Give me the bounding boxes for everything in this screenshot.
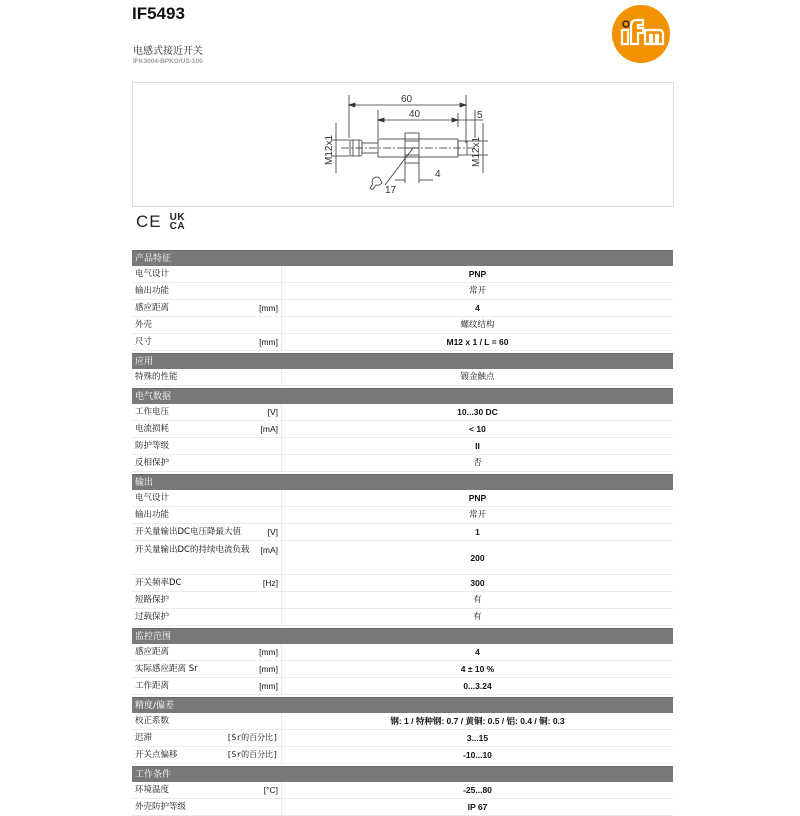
table-row [132, 300, 673, 317]
row-value: 常开 [468, 510, 486, 520]
table-row [132, 266, 673, 283]
ukca-line2: CA [169, 221, 186, 232]
sensor-dimension-drawing-icon [133, 83, 673, 206]
thread-left-label: M12x1 [324, 134, 335, 165]
table-row [132, 455, 673, 472]
row-label: 开关点偏移 [135, 750, 178, 760]
row-label: 校正系数 [135, 716, 170, 726]
row-unit: [mm] [259, 664, 278, 674]
row-value: 10...30 DC [457, 407, 498, 417]
row-value: 镀金触点 [460, 372, 495, 382]
section-header-product-features: 产品特征 [132, 250, 673, 266]
table-row [132, 730, 673, 747]
row-value: 常开 [468, 286, 486, 296]
table-row [132, 678, 673, 695]
dim-nut: 4 [435, 169, 441, 180]
section-header-outputs: 输出 [132, 474, 673, 490]
section-header-monitoring-range: 监控范围 [132, 628, 673, 644]
row-value: -10...10 [463, 750, 492, 760]
row-label: 开关量输出DC的持续电流负载 [135, 545, 250, 555]
row-label: 电流损耗 [135, 424, 170, 434]
table-row [132, 747, 673, 764]
row-value: 1 [475, 527, 480, 537]
table-row [132, 507, 673, 524]
row-label: 外壳 [135, 320, 153, 330]
section-header-application: 应用 [132, 353, 673, 369]
row-value: 钢: 1 / 特种钢: 0.7 / 黄铜: 0.5 / 铝: 0.4 / 铜: 0.3 [390, 716, 565, 726]
row-label: 环境温度 [135, 785, 170, 795]
row-unit: [mm] [259, 337, 278, 347]
row-value: M12 x 1 / L = 60 [446, 337, 509, 347]
row-value: IP 67 [467, 802, 488, 812]
row-value: 4 [475, 647, 480, 657]
table-row [132, 592, 673, 609]
article-number: IFK3004-BPKG/US-100 [133, 58, 203, 65]
row-value: 300 [470, 578, 485, 588]
row-unit: [V] [267, 407, 278, 417]
row-label: 开关量输出DC电压降最大值 [135, 527, 241, 537]
row-value: II [475, 441, 480, 451]
dim-total-length: 60 [401, 94, 413, 105]
table-row [132, 317, 673, 334]
row-value: PNP [468, 269, 487, 279]
specification-table [132, 250, 673, 816]
row-value: 否 [473, 458, 482, 468]
section-header-operating-conditions: 工作条件 [132, 766, 673, 782]
row-unit: [mA] [260, 424, 278, 434]
certification-marks [136, 210, 185, 234]
table-row [132, 644, 673, 661]
table-row [132, 524, 673, 541]
row-value: -25...80 [463, 785, 492, 795]
row-label: 外壳防护等级 [135, 802, 187, 812]
product-subtitle: 电感式接近开关 [133, 46, 203, 57]
row-value: PNP [468, 493, 487, 503]
row-label: 过载保护 [135, 612, 170, 622]
row-value: 4 ± 10 % [460, 664, 495, 674]
table-row [132, 609, 673, 626]
table-row [132, 334, 673, 351]
row-label: 输出功能 [135, 510, 170, 520]
ukca-mark-icon [170, 213, 185, 231]
row-value: 有 [473, 612, 482, 622]
section-header-accuracy-deviations: 精度/偏差 [132, 697, 673, 713]
row-label: 反相保护 [135, 458, 170, 468]
dim-end: 5 [477, 110, 483, 121]
table-row [132, 575, 673, 592]
row-value: 3...15 [466, 733, 489, 743]
row-label: 输出功能 [135, 286, 170, 296]
table-row [132, 541, 673, 575]
table-row [132, 283, 673, 300]
table-row [132, 661, 673, 678]
row-value: 有 [473, 595, 482, 605]
row-unit: [mm] [259, 303, 278, 313]
table-row [132, 421, 673, 438]
table-row [132, 490, 673, 507]
row-value: 0...3.24 [463, 681, 492, 691]
row-value: 200 [470, 552, 485, 563]
row-label: 开关频率DC [135, 578, 182, 588]
table-row [132, 404, 673, 421]
table-row [132, 369, 673, 386]
row-unit: [Sr的百分比] [226, 733, 278, 742]
row-unit: [mA] [260, 545, 278, 555]
row-value: 4 [475, 303, 480, 313]
row-unit: [Hz] [262, 578, 278, 588]
row-label: 工作距离 [135, 681, 170, 691]
row-label: 短路保护 [135, 595, 170, 605]
row-label: 尺寸 [135, 337, 153, 347]
table-row [132, 713, 673, 730]
table-row [132, 799, 673, 816]
dim-thread-length: 40 [409, 109, 421, 120]
row-unit: [mm] [259, 681, 278, 691]
wrench-size: 17 [385, 185, 397, 196]
row-label: 感应距离 [135, 303, 170, 313]
row-unit: [°C] [263, 785, 278, 795]
row-label: 电气设计 [135, 269, 170, 279]
row-label: 感应距离 [135, 647, 170, 657]
section-header-electrical-data: 电气数据 [132, 388, 673, 404]
row-label: 迟滞 [135, 733, 153, 743]
ukca-line1: UK [169, 212, 186, 223]
row-label: 特殊的性能 [135, 372, 178, 382]
ce-mark-icon: CE [136, 212, 162, 231]
product-title: IF5493 [132, 4, 185, 23]
row-label: 防护等级 [135, 441, 170, 451]
table-row [132, 438, 673, 455]
table-row [132, 782, 673, 799]
row-label: 实际感应距离 Sr [135, 664, 198, 674]
row-unit: [V] [267, 527, 278, 537]
dimension-drawing [132, 82, 674, 207]
row-label: 工作电压 [135, 407, 170, 417]
thread-right-label: M12x1 [471, 136, 482, 167]
row-value: < 10 [469, 424, 486, 434]
ifm-logo-icon [611, 4, 671, 64]
row-unit: [mm] [259, 647, 278, 657]
row-value: 螺纹结构 [460, 320, 495, 330]
row-label: 电气设计 [135, 493, 170, 503]
ifm-logo [611, 4, 671, 64]
row-unit: [Sr的百分比] [226, 750, 278, 759]
